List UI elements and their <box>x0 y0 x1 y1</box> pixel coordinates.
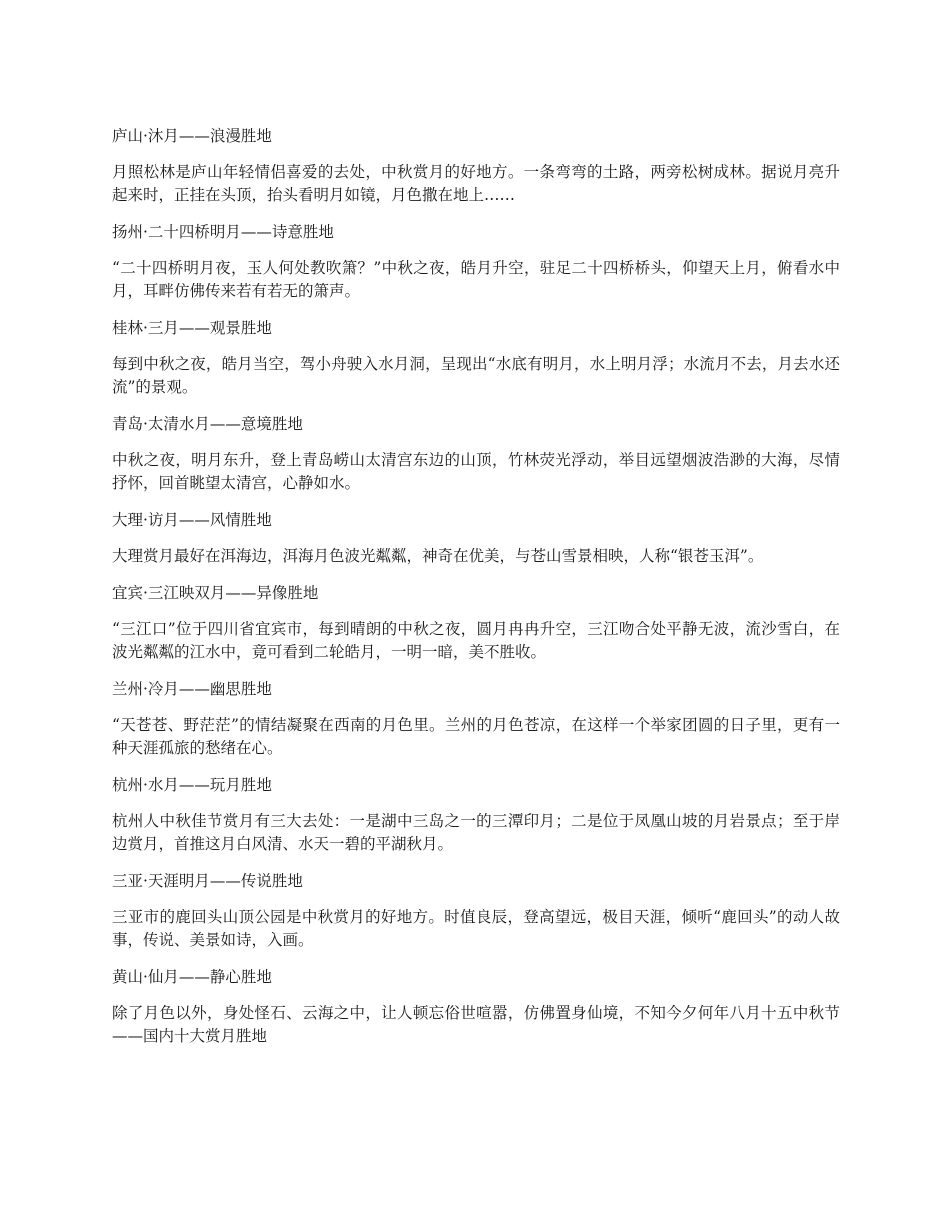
section-body: 中秋之夜，明月东升，登上青岛崂山太清宫东边的山顶，竹林荧光浮动，举目远望烟波浩渺的大海，尽情抒怀，回首眺望太清宫，心静如水。 <box>112 451 840 492</box>
section-body: “二十四桥明月夜，玉人何处教吹箫？”中秋之夜，皓月升空，驻足二十四桥桥头，仰望天上月，俯看水中月，耳畔仿佛传来若有若无的箫声。 <box>112 259 840 300</box>
document-page <box>112 125 840 1062</box>
section-heading: 兰州·冷月——幽思胜地 <box>112 680 272 698</box>
section-qingdao <box>112 413 840 495</box>
section-body: 每到中秋之夜，皓月当空，驾小舟驶入水月洞，呈现出“水底有明月，水上明月浮；水流月不去，月去水还流”的景观。 <box>112 355 840 396</box>
section-huangshan <box>112 966 840 1048</box>
section-heading: 三亚·天涯明月——传说胜地 <box>112 872 303 890</box>
section-dali <box>112 509 840 568</box>
section-body: “三江口”位于四川省宜宾市，每到晴朗的中秋之夜，圆月冉冉升空，三江吻合处平静无波，流沙雪白，在波光粼粼的江水中，竟可看到二轮皓月，一明一暗，美不胜收。 <box>112 620 840 661</box>
section-heading: 扬州·二十四桥明月——诗意胜地 <box>112 223 334 241</box>
section-body: 大理赏月最好在洱海边，洱海月色波光粼粼，神奇在优美，与苍山雪景相映，人称“银苍玉洱”。 <box>112 547 764 565</box>
section-body: “天苍苍、野茫茫”的情结凝聚在西南的月色里。兰州的月色苍凉，在这样一个举家团圆的日子里，更有一种天涯孤旅的愁绪在心。 <box>112 716 840 757</box>
section-lanzhou <box>112 678 840 760</box>
section-body: 杭州人中秋佳节赏月有三大去处：一是湖中三岛之一的三潭印月；二是位于凤凰山坡的月岩景点；至于岸边赏月，首推这月白风清、水天一碧的平湖秋月。 <box>112 812 840 853</box>
section-hangzhou <box>112 774 840 856</box>
section-heading: 黄山·仙月——静心胜地 <box>112 968 272 986</box>
section-heading: 青岛·太清水月——意境胜地 <box>112 415 303 433</box>
section-body: 三亚市的鹿回头山顶公园是中秋赏月的好地方。时值良辰，登高望远，极目天涯，倾听“鹿回头”的动人故事，传说、美景如诗，入画。 <box>112 908 840 949</box>
section-heading: 大理·访月——风情胜地 <box>112 511 272 529</box>
section-heading: 宜宾·三江映双月——异像胜地 <box>112 584 319 602</box>
section-yibin <box>112 582 840 664</box>
section-heading: 桂林·三月——观景胜地 <box>112 319 272 337</box>
section-lushan <box>112 125 840 207</box>
section-guilin <box>112 317 840 399</box>
section-heading: 庐山·沐月——浪漫胜地 <box>112 127 272 145</box>
section-sanya <box>112 870 840 952</box>
section-body: 除了月色以外，身处怪石、云海之中，让人顿忘俗世喧嚣，仿佛置身仙境，不知今夕何年八月十五中秋节——国内十大赏月胜地 <box>112 1004 840 1045</box>
section-yangzhou <box>112 221 840 303</box>
section-heading: 杭州·水月——玩月胜地 <box>112 776 272 794</box>
section-body: 月照松林是庐山年轻情侣喜爱的去处，中秋赏月的好地方。一条弯弯的土路，两旁松树成林。据说月亮升起来时，正挂在头顶，抬头看明月如镜，月色撒在地上…… <box>112 163 840 204</box>
